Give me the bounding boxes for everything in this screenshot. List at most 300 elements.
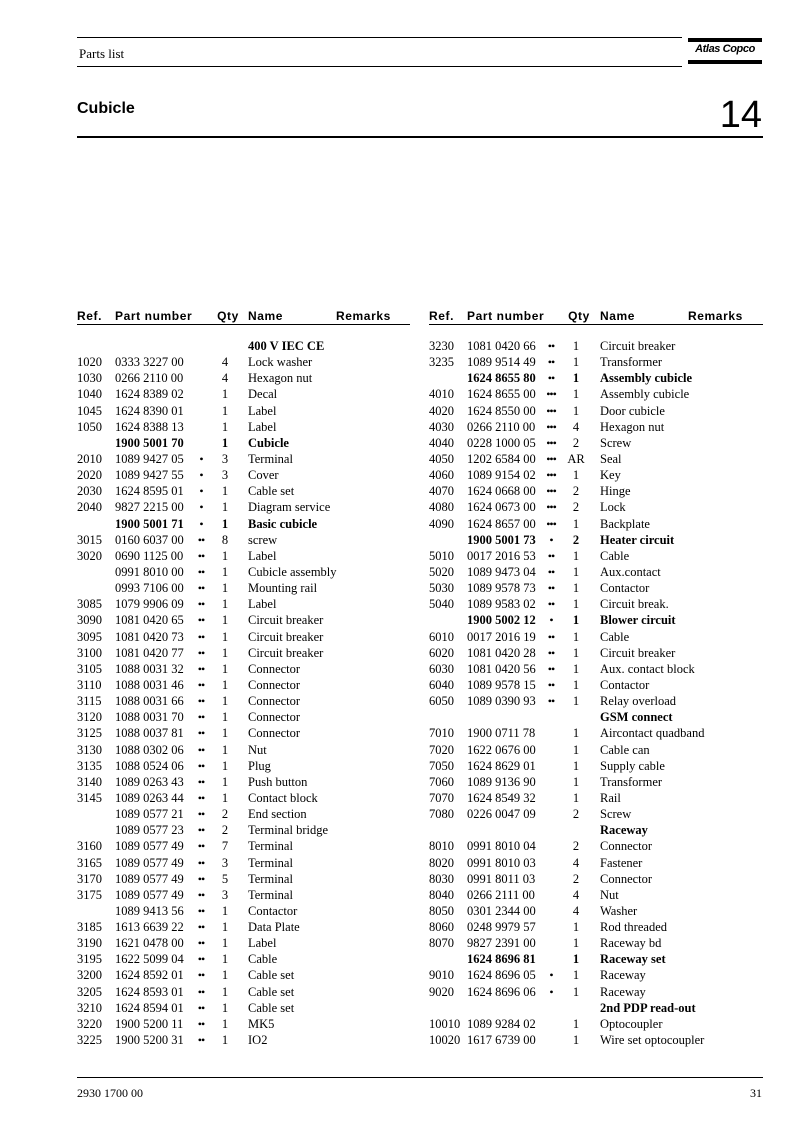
qty-cell: 4 bbox=[572, 903, 580, 918]
name-cell: Cubicle assembly bbox=[248, 564, 337, 579]
table-row bbox=[77, 354, 410, 370]
part-number-cell: 1624 8549 32 bbox=[467, 790, 536, 805]
table-row bbox=[77, 855, 410, 871]
name-cell: Push button bbox=[248, 774, 308, 789]
qty-cell: 1 bbox=[572, 403, 580, 418]
qty-cell: 1 bbox=[221, 435, 229, 450]
name-cell: Rod threaded bbox=[600, 920, 667, 935]
table-row bbox=[77, 935, 410, 951]
part-number-cell: 1089 9578 73 bbox=[467, 581, 536, 596]
name-cell: Cable set bbox=[248, 984, 295, 999]
part-number-cell: 1089 0577 49 bbox=[115, 855, 184, 870]
name-cell: Transformer bbox=[600, 774, 663, 789]
part-number-cell: 1624 8389 02 bbox=[115, 387, 184, 402]
ref-cell: 3105 bbox=[77, 661, 102, 676]
ref-cell: 3015 bbox=[77, 532, 102, 547]
table-row bbox=[429, 548, 763, 564]
table-row bbox=[429, 564, 763, 580]
table-row bbox=[77, 661, 410, 677]
table-row bbox=[429, 774, 763, 790]
table-row bbox=[77, 419, 410, 435]
name-cell: Screw bbox=[600, 435, 632, 450]
qty-cell: 1 bbox=[572, 371, 580, 386]
table-row bbox=[77, 386, 410, 402]
level-dots: •• bbox=[197, 548, 205, 563]
ref-cell: 3235 bbox=[429, 355, 454, 370]
qty-cell: 1 bbox=[221, 790, 229, 805]
part-number-cell: 1613 6639 22 bbox=[115, 920, 184, 935]
col-qty: Qty bbox=[568, 309, 590, 323]
qty-cell: 1 bbox=[221, 774, 229, 789]
ref-cell: 6020 bbox=[429, 645, 454, 660]
table-row bbox=[77, 790, 410, 806]
table-row bbox=[77, 1000, 410, 1016]
ref-cell: 7060 bbox=[429, 774, 454, 789]
level-dots: •• bbox=[197, 968, 205, 983]
table-row bbox=[429, 451, 763, 467]
table-row bbox=[77, 984, 410, 1000]
ref-cell: 8010 bbox=[429, 839, 454, 854]
ref-cell: 3200 bbox=[77, 968, 102, 983]
table-row bbox=[77, 951, 410, 967]
level-dots: •• bbox=[197, 774, 205, 789]
table-row bbox=[429, 742, 763, 758]
table-row bbox=[77, 645, 410, 661]
ref-cell: 6050 bbox=[429, 694, 454, 709]
part-number-cell: 1624 0673 00 bbox=[467, 500, 536, 515]
level-dots: •• bbox=[547, 694, 555, 709]
name-cell: End section bbox=[248, 807, 307, 822]
name-cell: Data Plate bbox=[248, 920, 300, 935]
part-number-cell: 1089 0263 44 bbox=[115, 790, 184, 805]
level-dots: •• bbox=[197, 677, 205, 692]
level-dots: • bbox=[199, 468, 203, 483]
part-number-cell: 1089 9514 49 bbox=[467, 355, 536, 370]
name-cell: Label bbox=[248, 597, 277, 612]
name-cell: Terminal bbox=[248, 871, 293, 886]
level-dots: •• bbox=[547, 564, 555, 579]
name-cell: Relay overload bbox=[600, 694, 677, 709]
part-number-cell: 1088 0031 66 bbox=[115, 694, 184, 709]
table-row bbox=[77, 467, 410, 483]
ref-cell: 3190 bbox=[77, 936, 102, 951]
part-number-cell: 1900 5002 12 bbox=[467, 613, 536, 628]
part-number-cell: 0160 6037 00 bbox=[115, 532, 184, 547]
logo-bar-top bbox=[688, 38, 762, 42]
table-row bbox=[77, 1016, 410, 1032]
level-dots: •• bbox=[197, 1016, 205, 1031]
part-number-cell: 1900 0711 78 bbox=[467, 726, 536, 741]
table-row bbox=[77, 871, 410, 887]
table-row bbox=[77, 693, 410, 709]
qty-cell: 2 bbox=[572, 807, 580, 822]
qty-cell: 1 bbox=[572, 581, 580, 596]
ref-cell: 10010 bbox=[429, 1016, 461, 1031]
level-dots: • bbox=[549, 613, 553, 628]
name-cell: Aux.contact bbox=[600, 564, 661, 579]
table-row bbox=[77, 548, 410, 564]
col-part-number: Part number bbox=[467, 309, 545, 323]
level-dots: • bbox=[199, 500, 203, 515]
table-row bbox=[77, 451, 410, 467]
qty-cell: 1 bbox=[572, 597, 580, 612]
part-number-cell: 1900 5200 11 bbox=[115, 1016, 184, 1031]
table-row bbox=[429, 758, 763, 774]
qty-cell: 2 bbox=[221, 807, 229, 822]
table-row bbox=[77, 338, 410, 354]
qty-cell: 1 bbox=[221, 1016, 229, 1031]
qty-cell: 1 bbox=[221, 387, 229, 402]
table-row bbox=[429, 871, 763, 887]
name-cell: Optocoupler bbox=[600, 1016, 663, 1031]
level-dots: •• bbox=[197, 903, 205, 918]
name-cell: Raceway set bbox=[600, 952, 666, 967]
ref-cell: 3110 bbox=[77, 677, 102, 692]
ref-cell: 7050 bbox=[429, 758, 454, 773]
level-dots: •• bbox=[197, 790, 205, 805]
table-header bbox=[429, 308, 763, 325]
header-rule-top bbox=[77, 37, 682, 38]
ref-cell: 2010 bbox=[77, 451, 102, 466]
section-label: Parts list bbox=[79, 46, 125, 61]
part-number-cell: 1081 0420 28 bbox=[467, 645, 536, 660]
part-number-cell: 0993 7106 00 bbox=[115, 581, 184, 596]
part-number-cell: 1624 8390 01 bbox=[115, 403, 184, 418]
part-number-cell: 0301 2344 00 bbox=[467, 903, 536, 918]
part-number-cell: 1089 0263 43 bbox=[115, 774, 184, 789]
level-dots: •• bbox=[547, 629, 555, 644]
table-row bbox=[77, 758, 410, 774]
level-dots: •• bbox=[197, 645, 205, 660]
name-cell: Hexagon nut bbox=[600, 419, 665, 434]
level-dots: •• bbox=[197, 613, 205, 628]
name-cell: Circuit breaker bbox=[248, 629, 324, 644]
name-cell: Aux. contact block bbox=[600, 661, 695, 676]
part-number-cell: 0017 2016 53 bbox=[467, 548, 536, 563]
part-number-cell: 0991 8010 00 bbox=[115, 564, 184, 579]
name-cell: Contactor bbox=[248, 903, 298, 918]
level-dots: •• bbox=[197, 839, 205, 854]
ref-cell: 7020 bbox=[429, 742, 454, 757]
level-dots: •• bbox=[197, 581, 205, 596]
part-number-cell: 0017 2016 19 bbox=[467, 629, 536, 644]
table-row bbox=[77, 967, 410, 983]
qty-cell: 1 bbox=[221, 581, 229, 596]
level-dots: •• bbox=[547, 371, 555, 386]
qty-cell: 1 bbox=[572, 1016, 580, 1031]
table-row bbox=[77, 1032, 410, 1048]
part-number-cell: 1624 8593 01 bbox=[115, 984, 184, 999]
part-number-cell: 1622 5099 04 bbox=[115, 952, 184, 967]
table-row bbox=[77, 725, 410, 741]
name-cell: Cubicle bbox=[248, 435, 289, 450]
part-number-cell: 1081 0420 66 bbox=[467, 339, 536, 353]
level-dots: •• bbox=[197, 1033, 205, 1048]
level-dots: ••• bbox=[546, 403, 556, 418]
qty-cell: 1 bbox=[221, 920, 229, 935]
ref-cell: 3145 bbox=[77, 790, 102, 805]
part-number-cell: 1081 0420 77 bbox=[115, 645, 184, 660]
part-number-cell: 1088 0031 70 bbox=[115, 710, 184, 725]
level-dots: ••• bbox=[546, 468, 556, 483]
level-dots: •• bbox=[197, 694, 205, 709]
qty-cell: 1 bbox=[572, 758, 580, 773]
table-row bbox=[77, 612, 410, 628]
table-row bbox=[429, 499, 763, 515]
qty-cell: 1 bbox=[221, 903, 229, 918]
qty-cell: 2 bbox=[572, 500, 580, 515]
name-cell: Seal bbox=[600, 451, 622, 466]
part-number-cell: 1624 8655 80 bbox=[467, 371, 536, 386]
part-number-cell: 0333 3227 00 bbox=[115, 355, 184, 370]
name-cell: 400 V IEC CE bbox=[248, 339, 325, 353]
qty-cell: 1 bbox=[221, 548, 229, 563]
part-number-cell: 1624 8696 81 bbox=[467, 952, 536, 967]
name-cell: Backplate bbox=[600, 516, 650, 531]
table-row bbox=[77, 532, 410, 548]
col-remarks: Remarks bbox=[336, 309, 391, 323]
table-row bbox=[429, 709, 763, 725]
ref-cell: 6010 bbox=[429, 629, 454, 644]
part-number-cell: 1089 0577 49 bbox=[115, 871, 184, 886]
ref-cell: 5040 bbox=[429, 597, 454, 612]
name-cell: Lock bbox=[600, 500, 626, 515]
part-number-cell: 1089 9427 05 bbox=[115, 451, 184, 466]
qty-cell: 2 bbox=[572, 871, 580, 886]
name-cell: Hexagon nut bbox=[248, 371, 313, 386]
name-cell: Blower circuit bbox=[600, 613, 676, 628]
name-cell: Connector bbox=[248, 726, 301, 741]
part-number-cell: 1089 9578 15 bbox=[467, 677, 536, 692]
level-dots: • bbox=[199, 516, 203, 531]
ref-cell: 3135 bbox=[77, 758, 102, 773]
qty-cell: 3 bbox=[221, 855, 229, 870]
ref-cell: 3140 bbox=[77, 774, 102, 789]
col-name: Name bbox=[248, 309, 284, 323]
part-number-cell: 1089 9583 02 bbox=[467, 597, 536, 612]
table-row bbox=[429, 822, 763, 838]
qty-cell: 3 bbox=[221, 887, 229, 902]
qty-cell: 1 bbox=[572, 468, 580, 483]
part-number-cell: 1624 8595 01 bbox=[115, 484, 184, 499]
qty-cell: 1 bbox=[572, 790, 580, 805]
level-dots: •• bbox=[197, 855, 205, 870]
part-number-cell: 1617 6739 00 bbox=[467, 1033, 536, 1048]
ref-cell: 4010 bbox=[429, 387, 454, 402]
part-number-cell: 1081 0420 73 bbox=[115, 629, 184, 644]
part-number-cell: 1900 5001 71 bbox=[115, 516, 184, 531]
part-number-cell: 1088 0302 06 bbox=[115, 742, 184, 757]
level-dots: •• bbox=[197, 710, 205, 725]
qty-cell: 1 bbox=[572, 629, 580, 644]
table-row bbox=[429, 370, 763, 386]
ref-cell: 4090 bbox=[429, 516, 454, 531]
name-cell: Fastener bbox=[600, 855, 643, 870]
ref-cell: 3165 bbox=[77, 855, 102, 870]
part-number-cell: 0226 0047 09 bbox=[467, 807, 536, 822]
ref-cell: 3210 bbox=[77, 1000, 102, 1015]
name-cell: Raceway bbox=[600, 823, 648, 838]
level-dots: ••• bbox=[546, 387, 556, 402]
name-cell: Raceway bd bbox=[600, 936, 662, 951]
ref-cell: 2020 bbox=[77, 468, 102, 483]
name-cell: Circuit breaker bbox=[248, 645, 324, 660]
part-number-cell: 1089 0577 49 bbox=[115, 839, 184, 854]
level-dots: • bbox=[549, 532, 553, 547]
name-cell: Label bbox=[248, 419, 277, 434]
table-row bbox=[429, 887, 763, 903]
name-cell: Washer bbox=[600, 903, 638, 918]
level-dots: ••• bbox=[546, 419, 556, 434]
name-cell: Contactor bbox=[600, 581, 650, 596]
name-cell: Wire set optocoupler bbox=[600, 1033, 705, 1048]
ref-cell: 8020 bbox=[429, 855, 454, 870]
level-dots: • bbox=[549, 984, 553, 999]
ref-cell: 7080 bbox=[429, 807, 454, 822]
table-row bbox=[429, 725, 763, 741]
ref-cell: 3230 bbox=[429, 339, 454, 353]
col-ref: Ref. bbox=[77, 309, 103, 323]
ref-cell: 3120 bbox=[77, 710, 102, 725]
page-title: Cubicle bbox=[77, 100, 135, 117]
qty-cell: 1 bbox=[572, 339, 580, 353]
level-dots: •• bbox=[197, 564, 205, 579]
qty-cell: 1 bbox=[572, 774, 580, 789]
qty-cell: 8 bbox=[221, 532, 229, 547]
table-row bbox=[429, 419, 763, 435]
name-cell: Terminal bbox=[248, 855, 293, 870]
ref-cell: 3175 bbox=[77, 887, 102, 902]
ref-cell: 8030 bbox=[429, 871, 454, 886]
ref-cell: 3170 bbox=[77, 871, 102, 886]
ref-cell: 4080 bbox=[429, 500, 454, 515]
ref-cell: 3205 bbox=[77, 984, 102, 999]
qty-cell: 4 bbox=[221, 371, 229, 386]
table-row bbox=[429, 596, 763, 612]
qty-cell: 1 bbox=[572, 1033, 580, 1048]
part-number-cell: 1624 8696 05 bbox=[467, 968, 536, 983]
atlas-copco-logo bbox=[688, 38, 762, 66]
name-cell: Cover bbox=[248, 468, 279, 483]
table-row bbox=[77, 903, 410, 919]
qty-cell: 1 bbox=[221, 661, 229, 676]
part-number-cell: 1624 8594 01 bbox=[115, 1000, 184, 1015]
part-number-cell: 1202 6584 00 bbox=[467, 451, 536, 466]
name-cell: 2nd PDP read-out bbox=[600, 1000, 696, 1015]
ref-cell: 4060 bbox=[429, 468, 454, 483]
table-row bbox=[429, 806, 763, 822]
ref-cell: 2040 bbox=[77, 500, 102, 515]
part-number-cell: 1621 0478 00 bbox=[115, 936, 184, 951]
table-row bbox=[77, 370, 410, 386]
table-row bbox=[429, 919, 763, 935]
table-row bbox=[77, 435, 410, 451]
name-cell: Cable set bbox=[248, 1000, 295, 1015]
part-number-cell: 1089 0577 21 bbox=[115, 807, 184, 822]
table-row bbox=[77, 629, 410, 645]
name-cell: Terminal bridge bbox=[248, 823, 328, 838]
table-row bbox=[429, 903, 763, 919]
parts-table-left bbox=[77, 308, 410, 1048]
name-cell: GSM connect bbox=[600, 710, 673, 725]
name-cell: Heater circuit bbox=[600, 532, 675, 547]
part-number-cell: 1624 8657 00 bbox=[467, 516, 536, 531]
table-row bbox=[77, 564, 410, 580]
ref-cell: 3085 bbox=[77, 597, 102, 612]
level-dots: •• bbox=[547, 677, 555, 692]
table-row bbox=[429, 338, 763, 354]
qty-cell: 1 bbox=[221, 710, 229, 725]
part-number-cell: 1089 9427 55 bbox=[115, 468, 184, 483]
name-cell: Label bbox=[248, 936, 277, 951]
name-cell: Transformer bbox=[600, 355, 663, 370]
table-header bbox=[77, 308, 410, 325]
table-row bbox=[429, 516, 763, 532]
ref-cell: 4040 bbox=[429, 435, 454, 450]
name-cell: Plug bbox=[248, 758, 271, 773]
table-row bbox=[77, 742, 410, 758]
ref-cell: 6030 bbox=[429, 661, 454, 676]
qty-cell: 1 bbox=[221, 742, 229, 757]
qty-cell: 1 bbox=[572, 548, 580, 563]
part-number-cell: 1622 0676 00 bbox=[467, 742, 536, 757]
qty-cell: 1 bbox=[221, 613, 229, 628]
table-row bbox=[429, 790, 763, 806]
table-row bbox=[77, 596, 410, 612]
ref-cell: 8040 bbox=[429, 887, 454, 902]
ref-cell: 3115 bbox=[77, 694, 102, 709]
qty-cell: 1 bbox=[572, 661, 580, 676]
table-row bbox=[77, 774, 410, 790]
part-number-cell: 1089 9154 02 bbox=[467, 468, 536, 483]
qty-cell: 2 bbox=[572, 484, 580, 499]
level-dots: • bbox=[549, 968, 553, 983]
page-number: 31 bbox=[750, 1086, 762, 1100]
ref-cell: 3095 bbox=[77, 629, 102, 644]
part-number-cell: 1079 9906 09 bbox=[115, 597, 184, 612]
part-number-cell: 1088 0031 32 bbox=[115, 661, 184, 676]
name-cell: Label bbox=[248, 548, 277, 563]
ref-cell: 9020 bbox=[429, 984, 454, 999]
name-cell: Circuit break. bbox=[600, 597, 669, 612]
level-dots: •• bbox=[197, 823, 205, 838]
level-dots: •• bbox=[547, 355, 555, 370]
level-dots: •• bbox=[547, 581, 555, 596]
part-number-cell: 1089 0390 93 bbox=[467, 694, 536, 709]
qty-cell: 1 bbox=[572, 968, 580, 983]
ref-cell: 1050 bbox=[77, 419, 102, 434]
level-dots: •• bbox=[197, 726, 205, 741]
ref-cell: 1040 bbox=[77, 387, 102, 402]
level-dots: •• bbox=[197, 661, 205, 676]
part-number-cell: 1089 9284 02 bbox=[467, 1016, 536, 1031]
ref-cell: 8070 bbox=[429, 936, 454, 951]
qty-cell: 1 bbox=[221, 597, 229, 612]
qty-cell: 5 bbox=[221, 871, 229, 886]
ref-cell: 3125 bbox=[77, 726, 102, 741]
qty-cell: 1 bbox=[221, 403, 229, 418]
qty-cell: 1 bbox=[572, 726, 580, 741]
name-cell: Circuit breaker bbox=[248, 613, 324, 628]
table-row bbox=[429, 467, 763, 483]
ref-cell: 8060 bbox=[429, 920, 454, 935]
qty-cell: 1 bbox=[221, 1033, 229, 1048]
name-cell: Raceway bbox=[600, 968, 646, 983]
qty-cell: 4 bbox=[221, 355, 229, 370]
qty-cell: 1 bbox=[572, 677, 580, 692]
name-cell: Mounting rail bbox=[248, 581, 318, 596]
qty-cell: 1 bbox=[221, 419, 229, 434]
